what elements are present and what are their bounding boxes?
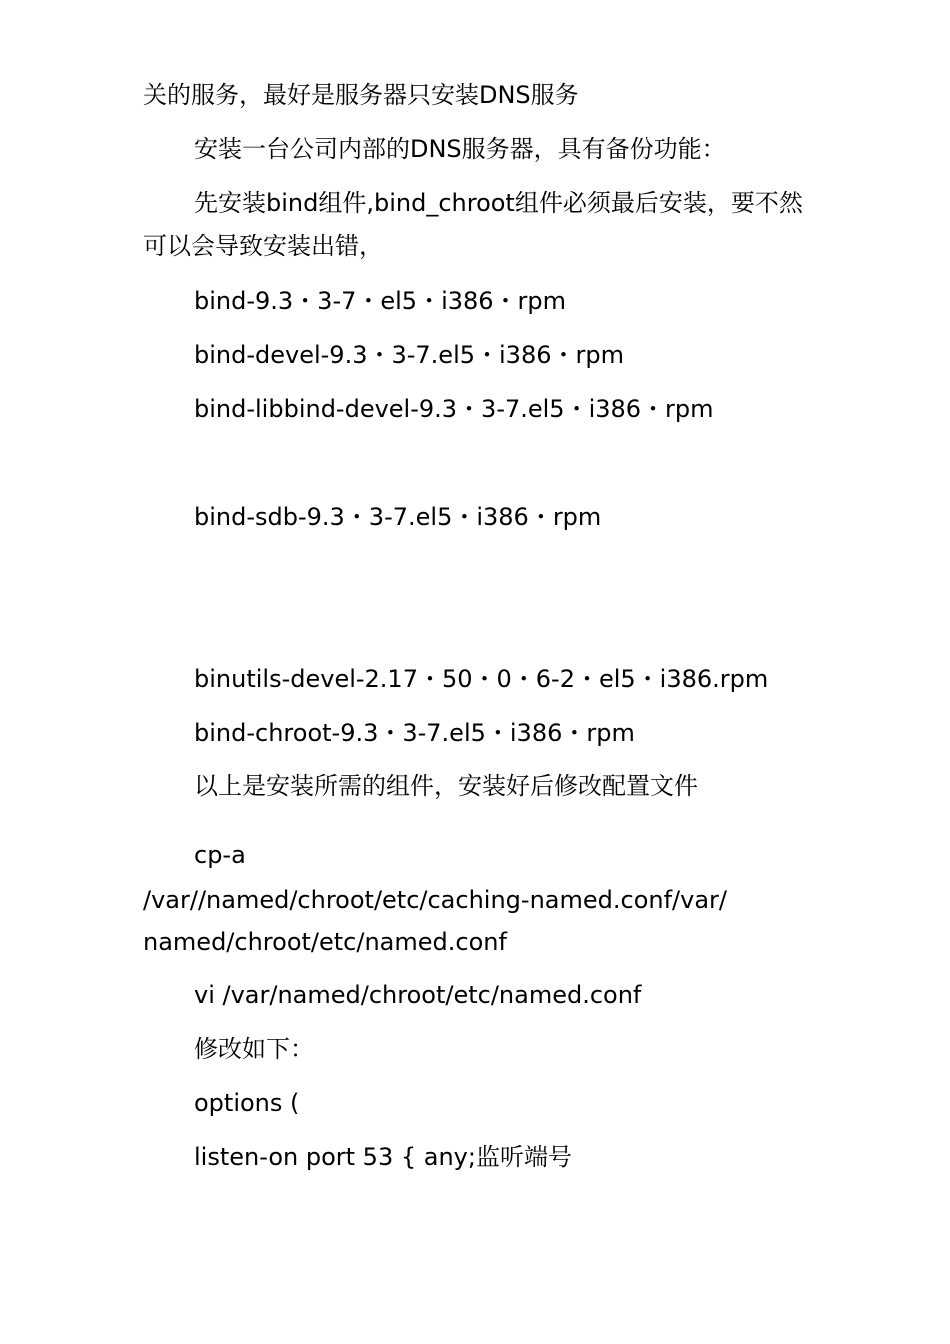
command-cp-line2: /var//named/chroot/etc/caching-named.conf/var/ [143,886,727,914]
package-bind-libbind-devel: bind-libbind-devel-9.3・3-7.el5・i386・rpm [194,395,714,423]
paragraph-modify-as-follows: 修改如下： [194,1035,314,1063]
paragraph-intro-continued: 关的服务，最好是服务器只安装DNS服务 [143,81,579,109]
command-cp-line1: cp-a [194,841,246,869]
package-bind: bind-9.3・3-7・el5・i386・rpm [194,287,567,315]
paragraph-install-dns: 安装一台公司内部的DNS服务器，具有备份功能： [194,135,726,163]
paragraph-install-bind-line1: 先安装bind组件,bind_chroot组件必须最后安装，要不然 [194,189,803,217]
config-listen-on: listen-on port 53 { any;监听端号 [194,1143,572,1171]
command-vi: vi /var/named/chroot/etc/named.conf [194,981,642,1009]
config-options: options ( [194,1089,300,1117]
paragraph-modify-config: 以上是安装所需的组件，安装好后修改配置文件 [194,772,698,800]
package-bind-devel: bind-devel-9.3・3-7.el5・i386・rpm [194,341,624,369]
package-bind-chroot: bind-chroot-9.3・3-7.el5・i386・rpm [194,719,635,747]
package-binutils-devel: binutils-devel-2.17・50・0・6-2・el5・i386.rpm [194,665,769,693]
paragraph-install-bind-line2: 可以会导致安装出错， [143,232,383,260]
package-bind-sdb: bind-sdb-9.3・3-7.el5・i386・rpm [194,503,602,531]
command-cp-line3: named/chroot/etc/named.conf [143,928,507,956]
